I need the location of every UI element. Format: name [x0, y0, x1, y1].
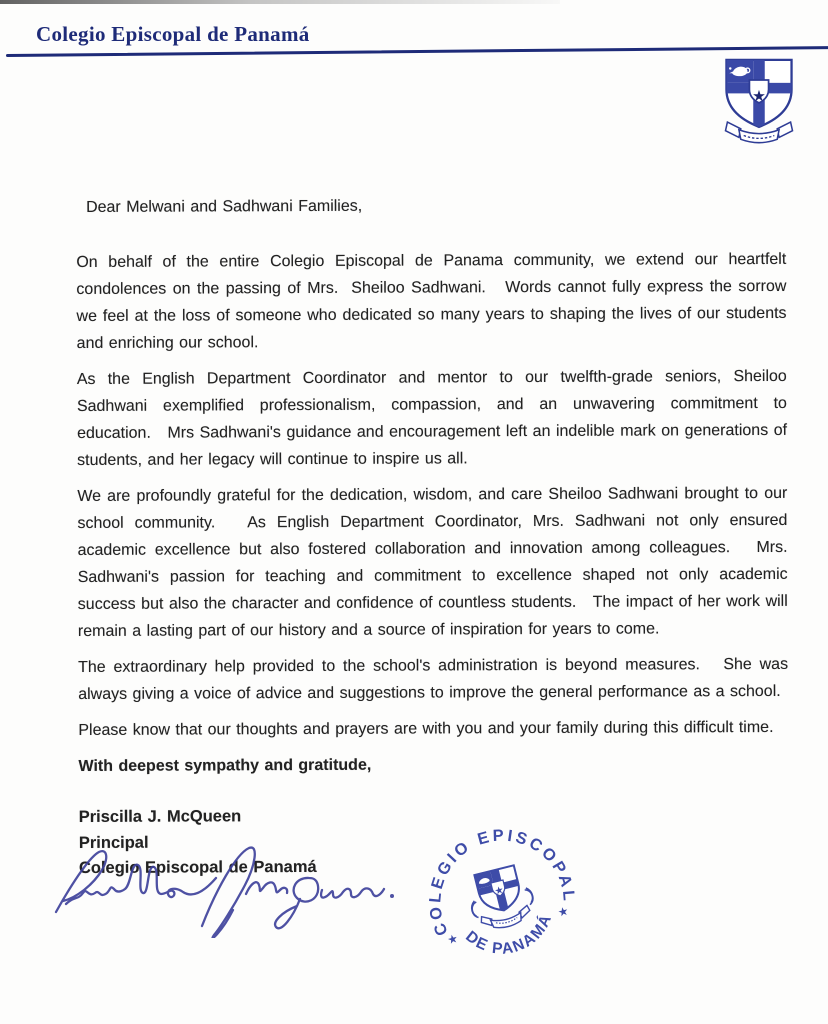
salutation: Dear Melwani and Sadhwani Families,: [86, 197, 363, 216]
scan-artifact: [0, 0, 560, 4]
letterhead-rule: [6, 46, 828, 57]
star-icon-right: ★: [556, 904, 570, 920]
stamp-star-icon: ★: [493, 884, 506, 898]
closing-line: With deepest sympathy and gratitude,: [78, 756, 372, 775]
body-paragraph-3: We are profoundly grateful for the dedication, wisdom, and care Sheiloo Sadhwani brought to our school community. As English Department Coordinator, Mrs. Sadhwani not only ensured academic excellence but also fostered collaboration and innovation among colleagues. Mrs. Sadhwani's passion for teaching and commitment to excellence shaped not only academic success but also the character and confidence of countless students. The impact of her work will remain a lasting part of our history and a source of inspiration for years to come.: [77, 484, 794, 640]
signature-stroke-q: [294, 878, 319, 902]
star-icon-left: ★: [446, 932, 460, 948]
signature-organization: Colegio Episcopal de Panamá: [78, 857, 317, 877]
signature-period: [390, 894, 394, 898]
school-crest-icon: [711, 57, 807, 147]
stamp-top-text: COLEGIO EPISCOPAL: [426, 826, 578, 939]
body-paragraph-4: The extraordinary help provided to the school's administration is beyond measures. She was always giving a voice of advice and suggestions to improve the general performance as a school.: [78, 655, 794, 703]
handwritten-signature: [50, 838, 395, 938]
stamp-bottom-text: DE PANAMÁ: [462, 911, 556, 958]
body-paragraph-1: On behalf of the entire Colegio Episcopal de Panama community, we extend our heartfelt condolences on the passing of Mrs. Sheiloo Sadhwani. Words cannot fully express the sorrow we feel at the loss of someone who dedicated so many years to shaping the lives of our students and enriching our school.: [76, 250, 793, 352]
signature-name: Priscilla J. McQueen: [78, 807, 242, 826]
body-paragraph-5: Please know that our thoughts and prayers are with you and your family during this difficult time.: [78, 718, 774, 739]
signature-stroke-riscilla: [66, 865, 216, 904]
signature-title: Principal: [78, 833, 149, 852]
signature-stroke-mc: [246, 882, 287, 894]
letter-body: [76, 191, 794, 882]
school-name: Colegio Episcopal de Panamá: [36, 22, 310, 46]
signature-stroke-q-tail: [275, 899, 300, 928]
signature-stroke-ueen: [321, 888, 384, 897]
body-paragraph-2: As the English Department Coordinator and mentor to our twelfth-grade seniors, Sheiloo Sadhwani exemplified professionalism, compassion, and an unwavering commitment to education. Mrs Sadhwani's guidance and encouragement left an indelible mark on generations of students, and her legacy will continue to inspire us all.: [76, 367, 793, 469]
signature-stroke-p: [56, 851, 106, 912]
stamp-shield-icon: [473, 865, 525, 916]
crest-star-icon: ★: [752, 87, 766, 106]
